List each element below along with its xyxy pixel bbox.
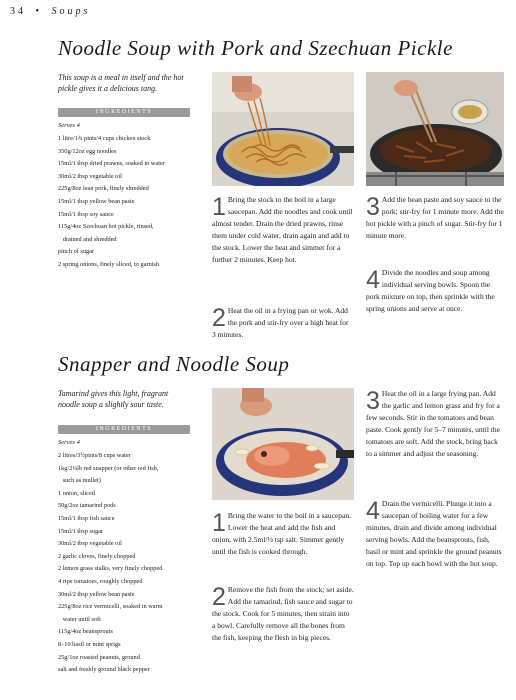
- ingredient-item: 115g/4oz beansprouts: [58, 628, 113, 636]
- recipe-1-step-4: [366, 267, 504, 315]
- recipe-2-serves: Serves 4: [58, 439, 80, 446]
- step-number: 4: [366, 497, 380, 525]
- ingredient-item: 1 onion, sliced: [58, 489, 95, 497]
- recipe-2-step-3: [366, 388, 504, 460]
- step-number: 2: [212, 583, 226, 611]
- recipe-2-step-1: [212, 510, 354, 558]
- recipe-2-ingredients-band: [58, 425, 190, 434]
- photo-pork-in-wok: [366, 72, 504, 186]
- ingredient-item: 2 spring onions, finely sliced, to garnish: [58, 260, 160, 268]
- ingredient-item: such as mullet): [58, 477, 101, 485]
- recipe-2-step-4: [366, 498, 504, 570]
- recipe-1-ingredients-band: [58, 108, 190, 117]
- recipe-1-step-1: [212, 194, 354, 266]
- ingredient-item: 225g/8oz lean pork, finely shredded: [58, 185, 149, 193]
- step-text: Bring the stock to the boil in a large saucepan. Add the noodles and cook until almost tender. Drain the dried prawns, rinse them under cold water, drain again and add to the stock. Lower the heat and simmer for a further 2 minutes. Keep hot.: [212, 195, 353, 264]
- ingredient-item: 1kg/2¼lb red snapper (or other red fish,: [58, 464, 159, 472]
- step-text: Heat the oil in a large frying pan. Add the garlic and lemon grass and fry for a few seconds. Stir in the tomatoes and bean paste. Cook gently for 5–7 minutes, until the tomatoes are soft. Add the stock, bring back to a simmer and adjust the seasoning.: [366, 389, 500, 458]
- step-text: Add the bean paste and soy sauce to the pork; stir-fry for 1 minute more. Add the hot pickle with a pinch of sugar. Stir-fry for 1 minute more.: [366, 195, 504, 240]
- step-number: 3: [366, 193, 380, 221]
- recipe-1-step-2: [212, 305, 354, 341]
- ingredients-heading: INGREDIENTS: [95, 426, 153, 432]
- recipe-1-step-3: [366, 194, 504, 242]
- section-name: Soups: [51, 6, 91, 17]
- ingredient-item: water until soft: [58, 615, 101, 623]
- step-text: Bring the water to the boil in a saucepan. Lower the heat and add the fish and onion, with 2.5ml/½ tsp salt. Simmer gently until the fish is cooked through.: [212, 511, 351, 556]
- recipe-2-intro: Tamarind gives this light, fragrant noodle soup a slightly sour taste.: [58, 389, 169, 409]
- ingredient-item: salt and freshly ground black pepper: [58, 666, 150, 674]
- step-number: 2: [212, 304, 226, 332]
- ingredient-item: 30ml/2 tbsp vegetable oil: [58, 540, 122, 548]
- ingredient-item: 225g/8oz rice vermicelli, soaked in warm: [58, 603, 163, 611]
- ingredient-item: 115g/4oz Szechuan hot pickle, rinsed,: [58, 223, 154, 231]
- ingredient-item: 4 ripe tomatoes, roughly chopped: [58, 577, 143, 585]
- ingredient-item: 2 lemon grass stalks, very finely chopped: [58, 565, 163, 573]
- ingredients-heading: INGREDIENTS: [95, 109, 153, 115]
- recipe-1-serves: Serves 4: [58, 122, 80, 129]
- ingredient-item: 15ml/1 tbsp sugar: [58, 527, 104, 535]
- ingredient-item: 15ml/1 tbsp fish sauce: [58, 514, 115, 522]
- ingredient-item: 2 garlic cloves, finely chopped: [58, 552, 136, 560]
- recipe-2-title: Snapper and Noodle Soup: [58, 352, 290, 376]
- ingredient-item: 30ml/2 tbsp vegetable oil: [58, 172, 122, 180]
- step-text: Divide the noodles and soup among individual serving bowls. Spoon the pork mixture on top, then sprinkle with the spring onions and serve at once.: [366, 268, 495, 313]
- step-number: 1: [212, 193, 226, 221]
- ingredient-item: 30ml/2 tbsp yellow bean paste: [58, 590, 135, 598]
- photo-noodles-in-pan: [212, 72, 354, 186]
- ingredient-item: pinch of sugar: [58, 248, 95, 256]
- step-text: Drain the vermicelli. Plunge it into a saucepan of boiling water for a few minutes, drain and divide among individual serving bowls. Add the beansprouts, fish, basil or mint and sprinkle the ground peanuts on top. Top up each bowl with the hot soup.: [366, 499, 502, 568]
- step-text: Remove the fish from the stock; set aside. Add the tamarind, fish sauce and sugar to the stock. Cook for 5 minutes, then strain into a bowl. Carefully remove all the bones from the fish, keeping the flesh in big pieces.: [212, 585, 354, 642]
- recipe-1-intro: This soup is a meal in itself and the hot pickle gives it a delicious tang.: [58, 73, 184, 93]
- ingredient-item: 2 litres/3½pints/8 cups water: [58, 452, 131, 459]
- ingredient-item: drained and shredded: [58, 235, 117, 243]
- ingredient-item: 1 litre/1¾ pints/4 cups chicken stock: [58, 135, 151, 142]
- page-header: [10, 6, 90, 17]
- ingredient-item: 8–10 basil or mint sprigs: [58, 640, 121, 648]
- ingredient-item: 15ml/1 tbsp soy sauce: [58, 210, 114, 218]
- recipe-2-step-2: [212, 584, 354, 644]
- photo-snapper-in-pot: [212, 388, 354, 500]
- ingredient-item: 25g/1oz roasted peanuts, ground: [58, 653, 140, 661]
- step-number: 1: [212, 509, 226, 537]
- step-text: Heat the oil in a frying pan or wok. Add the pork and stir-fry over a high heat for 3 minutes.: [212, 306, 349, 339]
- ingredient-item: 50g/2oz tamarind pods: [58, 502, 116, 510]
- recipe-1-ingredient-list: [58, 133, 198, 272]
- step-number: 3: [366, 387, 380, 415]
- recipe-1-title: Noodle Soup with Pork and Szechuan Pickle: [58, 36, 453, 60]
- ingredient-item: 350g/12oz egg noodles: [58, 147, 117, 155]
- ingredient-item: 15ml/1 tbsp dried prawns, soaked in water: [58, 160, 165, 168]
- recipe-2-ingredient-list: [58, 450, 198, 677]
- ingredient-item: 15ml/1 tbsp yellow bean paste: [58, 197, 135, 205]
- header-bullet: •: [35, 6, 43, 17]
- step-number: 4: [366, 266, 380, 294]
- page-number: 34: [10, 6, 26, 17]
